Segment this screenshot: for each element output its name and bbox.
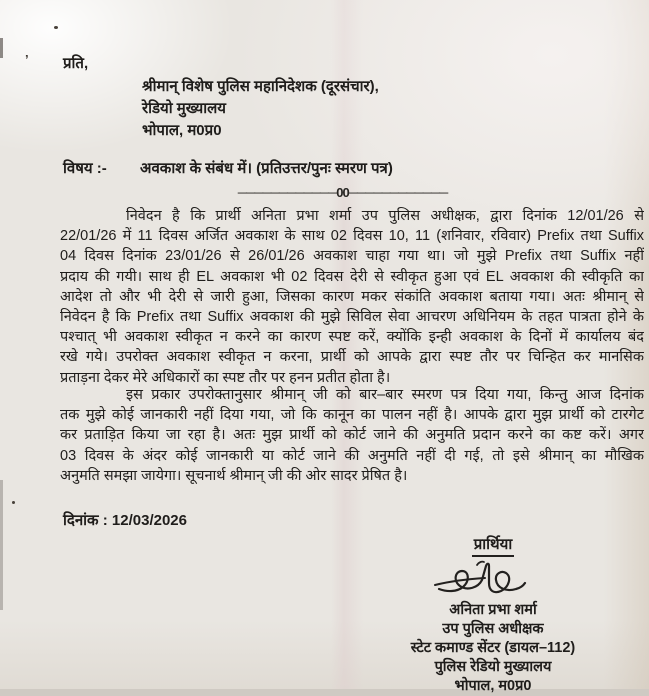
- paragraph-line: अनुमति समझा जायेगा। सूचनार्थ श्रीमान् जी की ओर सादर प्रेषित है।: [60, 467, 408, 484]
- signature-scribble: [368, 559, 618, 601]
- section-divider: ────────────00────────────: [237, 185, 448, 200]
- body-paragraph-1: [60, 206, 644, 388]
- scan-speck: [12, 501, 15, 504]
- signatory-office-line: स्टेट कमाण्ड सेंटर (डायल–112): [410, 640, 576, 656]
- paragraph-line: प्रताड़ना देकर मेरे अधिकारों का स्पष्ट तौर पर हनन प्रतीत होता है।: [60, 369, 391, 386]
- addressee-line: भोपाल, म0प्र0: [142, 122, 222, 139]
- scan-speck: [54, 26, 58, 29]
- signatory-office-line: पुलिस रेडियो मुख्यालय: [434, 659, 552, 675]
- addressee-block: [142, 76, 472, 142]
- signatory-title-wrap: [368, 534, 618, 557]
- paragraph-line: रखे गये। उपरोक्त अवकाश स्वीकृत न करना, प्रार्थी को आपके द्वारा स्पष्ट तौर पर चिन्हित कर मानसिक: [60, 349, 644, 366]
- paragraph-line: 04 दिवस दिनांक 23/01/26 से 26/01/26 अवकाश चाहा गया था। जो मुझे Prefix तथा Suffix नहीं: [60, 248, 644, 265]
- signatory-office-line: भोपाल, म0प्र0: [454, 678, 532, 694]
- body-paragraph-2: [60, 385, 644, 486]
- paragraph-line: प्रदाय की गयी। साथ ही EL अवकाश भी 02 दिवस देरी से स्वीकृत हुआ एवं EL अवकाश की स्वीकृति का: [60, 268, 644, 285]
- paragraph-line: कर प्रताड़ित किया जा रहा है। अतः मुझ प्रार्थी को कोर्ट जाने की अनुमति प्रदान करने का कष्ट करें। अगर: [60, 427, 644, 444]
- scan-edge-mark: [0, 38, 3, 58]
- addressee-line: रेडियो मुख्यालय: [142, 100, 226, 117]
- signatory-designation: उप पुलिस अधीक्षक: [442, 621, 544, 637]
- paragraph-line: तक मुझे कोई जानकारी नहीं दिया गया, जो कि कानून का पालन नहीं है। आपके द्वारा मुझ प्रार्थी को टारगेट: [60, 407, 644, 424]
- scan-edge-mark: [0, 480, 3, 610]
- signature-block: [368, 534, 618, 696]
- paragraph-line: निवेदन है कि प्रार्थी अनिता प्रभा शर्मा उप पुलिस अधीक्षक, द्वारा दिनांक 12/01/26 से: [126, 208, 644, 224]
- paragraph-line: 22/01/26 में 11 दिवस अर्जित अवकाश के साथ 02 दिवस 10, 11 (शनिवार, रविवार) Prefix तथा Suffix: [60, 228, 644, 245]
- addressee-line: श्रीमान् विशेष पुलिस महानिदेशक (दूरसंचार),: [142, 78, 379, 95]
- paragraph-line: इस प्रकार उपरोक्तानुसार श्रीमान् जी को बार–बार स्मरण पत्र दिया गया, किन्तु आज दिनांक: [126, 387, 644, 403]
- signatory-title: प्रार्थिया: [472, 534, 514, 557]
- paragraph-line: आदेश तो और भी देरी से जारी हुआ, जिसका कारण मकर संकांति अवकाश बताया गया। अतः श्रीमान् से: [60, 288, 644, 305]
- date-line: दिनांक : 12/03/2026: [63, 512, 187, 529]
- paragraph-line: पश्चात् भी अवकाश स्वीकृत न करने का कारण स्पष्ट करें, क्योंकि इन्ही अवकाश के दिनों में कार्यालय बंद: [60, 329, 644, 346]
- salutation: प्रति,: [63, 55, 89, 72]
- subject-text: अवकाश के संबंध में। (प्रतिउत्तर/पुनः स्मरण पत्र): [140, 160, 393, 177]
- subject-label: विषय :-: [63, 160, 107, 177]
- scan-pen-mark: ’: [25, 52, 29, 67]
- signatory-name: अनिता प्रभा शर्मा: [449, 602, 537, 618]
- paragraph-line: 03 दिवस के अंदर कोई जानकारी या कोर्ट जाने की अनुमति नहीं दी गई, तो इसे श्रीमान् का मौखिक: [60, 447, 644, 464]
- paragraph-line: निवेदन है कि Prefix तथा Suffix अवकाश की मुझे सिविल सेवा आचरण अधिनियम के तहत पात्रता होने के: [60, 308, 644, 325]
